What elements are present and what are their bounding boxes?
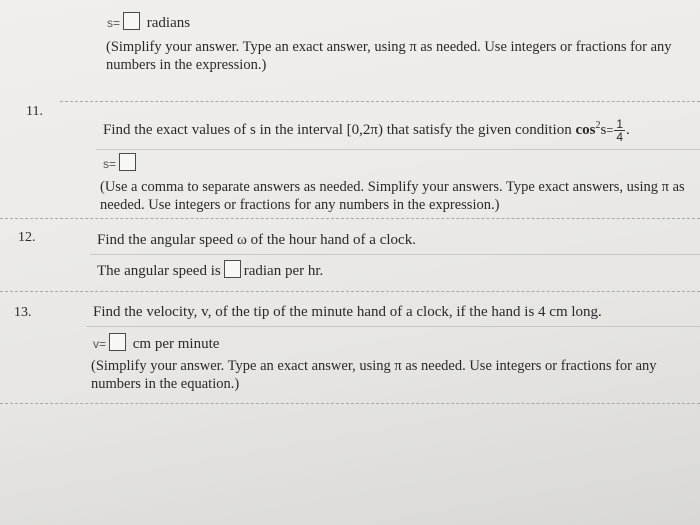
divider [0,403,700,404]
top-answer-box[interactable] [123,12,140,30]
q11-instruction: (Use a comma to separate answers as needed. Simplify your answers. Type exact answers, using π as needed. Use integers or fractions for any numbers in the expression.) [100,179,685,213]
q13-prompt: Find the velocity, v, of the tip of the minute hand of a clock, if the hand is 4 cm long. [93,304,602,320]
equals-sign: = [606,123,614,137]
q11-answer-box[interactable] [119,153,136,171]
top-answer-row [107,12,190,32]
divider [96,149,700,150]
q11-func: cos [575,122,596,138]
divider [90,254,700,255]
q13-answer-row [93,333,219,353]
q13-number: 13. [14,305,32,320]
divider [0,291,700,292]
top-instruction: (Simplify your answer. Type an exact answer, using π as needed. Use integers or fractions for any numbers in the expression.) [106,39,672,73]
q11-exponent: 2 [595,120,601,131]
top-answer-unit: radians [146,15,191,31]
q12-answer-row [97,260,323,280]
q11-number: 11. [26,104,43,119]
q13-answer-box[interactable] [109,333,126,351]
divider [60,101,700,102]
divider [86,326,700,327]
q12-answer-prefix: The angular speed is [97,263,221,279]
q13-answer-var: v [93,337,99,351]
equals-sign: = [109,157,117,171]
q12-answer-box[interactable] [224,260,241,278]
q11-answer-row [103,153,139,173]
equals-sign: = [113,16,121,30]
q12-prompt: Find the angular speed ω of the hour hand of a clock. [97,232,416,248]
top-answer-var: s [107,16,113,30]
q11-prompt: Find the exact values of s in the interval [0,2π) that satisfy the given condition [103,122,572,138]
q11-frac-num: 1 [616,117,624,132]
q12-number: 12. [18,230,36,245]
q13-answer-unit: cm per minute [132,336,220,352]
q12-answer-unit: radian per hr. [243,263,324,279]
divider [0,218,700,219]
q11-prompt-row: Find the exact values of s in the interval [0,2π) that satisfy the given condition $\cos^2s=$ $\frac{1}{4}$ . [103,117,630,145]
q11-var: s [600,122,607,138]
q13-instruction: (Simplify your answer. Type an exact answer, using π as needed. Use integers or fractions for any numbers in the equation.) [91,358,657,392]
q11-answer-var: s [103,157,109,171]
q11-fraction [614,118,625,143]
equals-sign: = [99,337,107,351]
q11-frac-den: 4 [616,130,624,145]
